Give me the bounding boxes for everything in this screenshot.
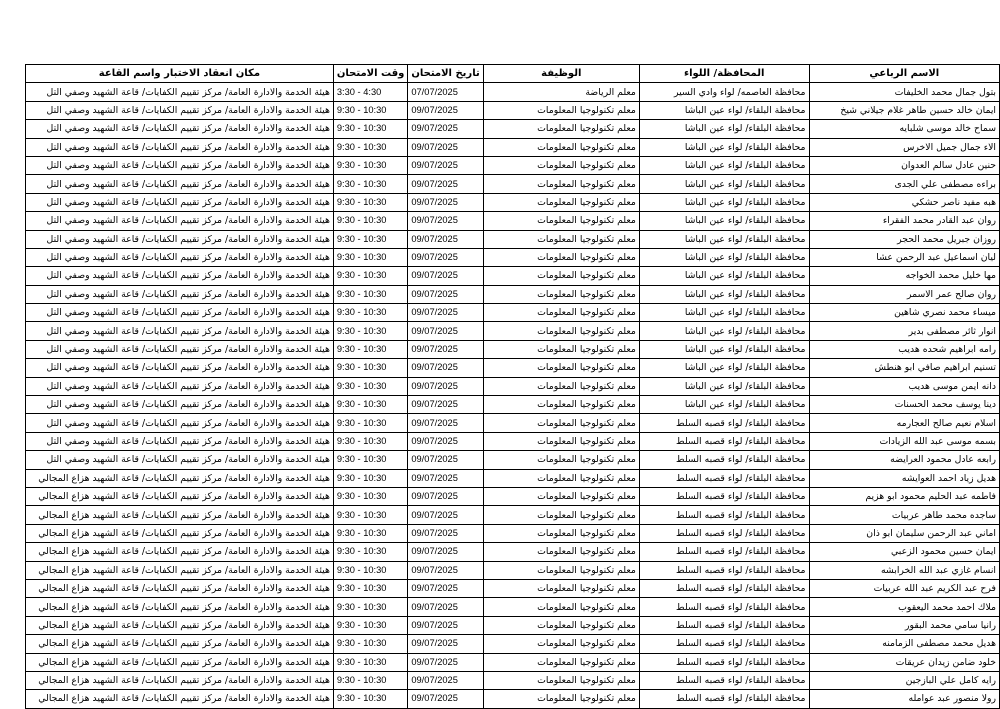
- cell-date: 09/07/2025: [408, 543, 483, 561]
- table-row: [26, 451, 1000, 469]
- cell-venue: هيئة الخدمة والادارة العامة/ مركز تقييم الكفايات/ قاعة الشهيد هزاع المجالي: [26, 524, 334, 542]
- cell-governorate: محافظة البلقاء/ لواء قصبه السلط: [639, 671, 809, 689]
- cell-venue: هيئة الخدمة والادارة العامة/ مركز تقييم الكفايات/ قاعة الشهيد هزاع المجالي: [26, 690, 334, 708]
- table-row: [26, 156, 1000, 174]
- cell-name: فرح عبد الكريم عبد الله عربيات: [809, 579, 999, 597]
- table-row: [26, 524, 1000, 542]
- cell-job: معلم تكنولوجيا المعلومات: [483, 451, 639, 469]
- cell-name: هديل محمد مصطفى الزمامنه: [809, 635, 999, 653]
- cell-job: معلم تكنولوجيا المعلومات: [483, 193, 639, 211]
- cell-date: 09/07/2025: [408, 193, 483, 211]
- cell-name: حنين عادل سالم العدوان: [809, 156, 999, 174]
- cell-governorate: محافظة البلقاء/ لواء عين الباشا: [639, 322, 809, 340]
- table-row: [26, 304, 1000, 322]
- cell-job: معلم تكنولوجيا المعلومات: [483, 248, 639, 266]
- cell-governorate: محافظة العاصمه/ لواء وادي السير: [639, 83, 809, 101]
- table-row: [26, 414, 1000, 432]
- cell-time: 9:30 - 10:30: [333, 579, 407, 597]
- cell-job: معلم تكنولوجيا المعلومات: [483, 432, 639, 450]
- cell-job: معلم تكنولوجيا المعلومات: [483, 340, 639, 358]
- cell-job: معلم تكنولوجيا المعلومات: [483, 120, 639, 138]
- cell-time: 9:30 - 10:30: [333, 193, 407, 211]
- cell-venue: هيئة الخدمة والادارة العامة/ مركز تقييم الكفايات/ قاعة الشهيد هزاع المجالي: [26, 616, 334, 634]
- cell-governorate: محافظة البلقاء/ لواء قصبه السلط: [639, 414, 809, 432]
- cell-time: 9:30 - 10:30: [333, 671, 407, 689]
- cell-time: 9:30 - 10:30: [333, 543, 407, 561]
- header-name: الاسم الرباعي: [809, 65, 999, 83]
- cell-time: 9:30 - 10:30: [333, 248, 407, 266]
- cell-date: 09/07/2025: [408, 322, 483, 340]
- cell-venue: هيئة الخدمة والادارة العامة/ مركز تقييم الكفايات/ قاعة الشهيد وصفي التل: [26, 101, 334, 119]
- cell-time: 9:30 - 10:30: [333, 156, 407, 174]
- cell-date: 09/07/2025: [408, 285, 483, 303]
- cell-name: دانه ايمن موسى هديب: [809, 377, 999, 395]
- cell-job: معلم تكنولوجيا المعلومات: [483, 230, 639, 248]
- cell-time: 9:30 - 10:30: [333, 138, 407, 156]
- cell-date: 09/07/2025: [408, 635, 483, 653]
- cell-venue: هيئة الخدمة والادارة العامة/ مركز تقييم الكفايات/ قاعة الشهيد وصفي التل: [26, 285, 334, 303]
- cell-venue: هيئة الخدمة والادارة العامة/ مركز تقييم الكفايات/ قاعة الشهيد وصفي التل: [26, 340, 334, 358]
- cell-name: رولا منصور عبد عوامله: [809, 690, 999, 708]
- table-row: [26, 138, 1000, 156]
- cell-governorate: محافظة البلقاء/ لواء قصبه السلط: [639, 487, 809, 505]
- cell-time: 3:30 - 4:30: [333, 83, 407, 101]
- table-row: [26, 653, 1000, 671]
- cell-job: معلم تكنولوجيا المعلومات: [483, 304, 639, 322]
- cell-venue: هيئة الخدمة والادارة العامة/ مركز تقييم الكفايات/ قاعة الشهيد وصفي التل: [26, 414, 334, 432]
- exam-schedule-table: [25, 64, 1000, 709]
- cell-venue: هيئة الخدمة والادارة العامة/ مركز تقييم الكفايات/ قاعة الشهيد وصفي التل: [26, 212, 334, 230]
- cell-time: 9:30 - 10:30: [333, 322, 407, 340]
- cell-venue: هيئة الخدمة والادارة العامة/ مركز تقييم الكفايات/ قاعة الشهيد وصفي التل: [26, 432, 334, 450]
- cell-name: تسنيم ابراهيم صافي ابو هنطش: [809, 359, 999, 377]
- cell-date: 09/07/2025: [408, 101, 483, 119]
- cell-venue: هيئة الخدمة والادارة العامة/ مركز تقييم الكفايات/ قاعة الشهيد هزاع المجالي: [26, 635, 334, 653]
- cell-time: 9:30 - 10:30: [333, 598, 407, 616]
- cell-venue: هيئة الخدمة والادارة العامة/ مركز تقييم الكفايات/ قاعة الشهيد وصفي التل: [26, 396, 334, 414]
- cell-job: معلم تكنولوجيا المعلومات: [483, 671, 639, 689]
- cell-name: اسلام نعيم صالح العجارمه: [809, 414, 999, 432]
- cell-time: 9:30 - 10:30: [333, 120, 407, 138]
- cell-venue: هيئة الخدمة والادارة العامة/ مركز تقييم الكفايات/ قاعة الشهيد وصفي التل: [26, 83, 334, 101]
- cell-venue: هيئة الخدمة والادارة العامة/ مركز تقييم الكفايات/ قاعة الشهيد وصفي التل: [26, 322, 334, 340]
- cell-name: بتول جمال محمد الخليفات: [809, 83, 999, 101]
- cell-name: ايمان حسين محمود الزعبي: [809, 543, 999, 561]
- cell-governorate: محافظة البلقاء/ لواء قصبه السلط: [639, 635, 809, 653]
- cell-time: 9:30 - 10:30: [333, 212, 407, 230]
- cell-name: مها خليل محمد الخواجه: [809, 267, 999, 285]
- cell-venue: هيئة الخدمة والادارة العامة/ مركز تقييم الكفايات/ قاعة الشهيد وصفي التل: [26, 230, 334, 248]
- cell-job: معلم تكنولوجيا المعلومات: [483, 598, 639, 616]
- cell-time: 9:30 - 10:30: [333, 432, 407, 450]
- cell-time: 9:30 - 10:30: [333, 175, 407, 193]
- cell-job: معلم تكنولوجيا المعلومات: [483, 377, 639, 395]
- cell-name: بسمه موسى عبد الله الزيادات: [809, 432, 999, 450]
- cell-time: 9:30 - 10:30: [333, 359, 407, 377]
- table-row: [26, 322, 1000, 340]
- cell-venue: هيئة الخدمة والادارة العامة/ مركز تقييم الكفايات/ قاعة الشهيد هزاع المجالي: [26, 598, 334, 616]
- table-row: [26, 340, 1000, 358]
- cell-name: روان صالح عمر الاسمر: [809, 285, 999, 303]
- cell-name: انسام غازي عبد الله الخرابشه: [809, 561, 999, 579]
- cell-governorate: محافظة البلقاء/ لواء قصبه السلط: [639, 432, 809, 450]
- cell-date: 09/07/2025: [408, 396, 483, 414]
- cell-time: 9:30 - 10:30: [333, 267, 407, 285]
- cell-venue: هيئة الخدمة والادارة العامة/ مركز تقييم الكفايات/ قاعة الشهيد هزاع المجالي: [26, 543, 334, 561]
- cell-date: 09/07/2025: [408, 120, 483, 138]
- table-row: [26, 248, 1000, 266]
- cell-time: 9:30 - 10:30: [333, 616, 407, 634]
- cell-name: رايه كامل علي البازجين: [809, 671, 999, 689]
- cell-date: 09/07/2025: [408, 175, 483, 193]
- cell-name: هديل زياد احمد العوايشه: [809, 469, 999, 487]
- cell-governorate: محافظة البلقاء/ لواء قصبه السلط: [639, 469, 809, 487]
- cell-name: براءه مصطفى علي الجدى: [809, 175, 999, 193]
- cell-date: 09/07/2025: [408, 359, 483, 377]
- table-row: [26, 120, 1000, 138]
- table-row: [26, 83, 1000, 101]
- cell-name: ساجده محمد طاهر عربيات: [809, 506, 999, 524]
- cell-venue: هيئة الخدمة والادارة العامة/ مركز تقييم الكفايات/ قاعة الشهيد وصفي التل: [26, 451, 334, 469]
- cell-time: 9:30 - 10:30: [333, 451, 407, 469]
- table-row: [26, 212, 1000, 230]
- table-row: [26, 267, 1000, 285]
- cell-job: معلم تكنولوجيا المعلومات: [483, 285, 639, 303]
- cell-governorate: محافظة البلقاء/ لواء عين الباشا: [639, 138, 809, 156]
- cell-venue: هيئة الخدمة والادارة العامة/ مركز تقييم الكفايات/ قاعة الشهيد وصفي التل: [26, 359, 334, 377]
- cell-date: 09/07/2025: [408, 598, 483, 616]
- cell-governorate: محافظة البلقاء/ لواء قصبه السلط: [639, 561, 809, 579]
- cell-venue: هيئة الخدمة والادارة العامة/ مركز تقييم الكفايات/ قاعة الشهيد وصفي التل: [26, 156, 334, 174]
- cell-venue: هيئة الخدمة والادارة العامة/ مركز تقييم الكفايات/ قاعة الشهيد هزاع المجالي: [26, 469, 334, 487]
- cell-time: 9:30 - 10:30: [333, 524, 407, 542]
- cell-name: ميساء محمد نصري شاهين: [809, 304, 999, 322]
- cell-governorate: محافظة البلقاء/ لواء قصبه السلط: [639, 579, 809, 597]
- cell-governorate: محافظة البلقاء/ لواء عين الباشا: [639, 396, 809, 414]
- table-row: [26, 690, 1000, 708]
- table-body: [26, 83, 1000, 708]
- cell-date: 09/07/2025: [408, 469, 483, 487]
- cell-name: ليان اسماعيل عبد الرحمن عشا: [809, 248, 999, 266]
- cell-governorate: محافظة البلقاء/ لواء عين الباشا: [639, 304, 809, 322]
- header-governorate: المحافظة/ اللواء: [639, 65, 809, 83]
- cell-venue: هيئة الخدمة والادارة العامة/ مركز تقييم الكفايات/ قاعة الشهيد وصفي التل: [26, 193, 334, 211]
- cell-date: 09/07/2025: [408, 414, 483, 432]
- cell-date: 09/07/2025: [408, 524, 483, 542]
- cell-date: 07/07/2025: [408, 83, 483, 101]
- cell-venue: هيئة الخدمة والادارة العامة/ مركز تقييم الكفايات/ قاعة الشهيد وصفي التل: [26, 248, 334, 266]
- cell-job: معلم تكنولوجيا المعلومات: [483, 175, 639, 193]
- cell-job: معلم تكنولوجيا المعلومات: [483, 524, 639, 542]
- cell-job: معلم تكنولوجيا المعلومات: [483, 322, 639, 340]
- cell-job: معلم تكنولوجيا المعلومات: [483, 616, 639, 634]
- table-row: [26, 396, 1000, 414]
- cell-date: 09/07/2025: [408, 561, 483, 579]
- cell-name: روزان جبريل محمد الحجر: [809, 230, 999, 248]
- cell-date: 09/07/2025: [408, 377, 483, 395]
- cell-governorate: محافظة البلقاء/ لواء قصبه السلط: [639, 616, 809, 634]
- table-row: [26, 101, 1000, 119]
- cell-name: روان عبد القادر محمد الفقراء: [809, 212, 999, 230]
- cell-job: معلم تكنولوجيا المعلومات: [483, 635, 639, 653]
- cell-job: معلم تكنولوجيا المعلومات: [483, 579, 639, 597]
- cell-job: معلم تكنولوجيا المعلومات: [483, 396, 639, 414]
- header-job: الوظيفة: [483, 65, 639, 83]
- cell-governorate: محافظة البلقاء/ لواء قصبه السلط: [639, 451, 809, 469]
- cell-name: فاطمه عبد الحليم محمود ابو هزيم: [809, 487, 999, 505]
- cell-time: 9:30 - 10:30: [333, 635, 407, 653]
- cell-venue: هيئة الخدمة والادارة العامة/ مركز تقييم الكفايات/ قاعة الشهيد هزاع المجالي: [26, 487, 334, 505]
- cell-governorate: محافظة البلقاء/ لواء عين الباشا: [639, 101, 809, 119]
- cell-date: 09/07/2025: [408, 212, 483, 230]
- cell-date: 09/07/2025: [408, 451, 483, 469]
- cell-name: رابعه عادل محمود العرايضه: [809, 451, 999, 469]
- cell-venue: هيئة الخدمة والادارة العامة/ مركز تقييم الكفايات/ قاعة الشهيد وصفي التل: [26, 304, 334, 322]
- cell-time: 9:30 - 10:30: [333, 690, 407, 708]
- cell-venue: هيئة الخدمة والادارة العامة/ مركز تقييم الكفايات/ قاعة الشهيد هزاع المجالي: [26, 561, 334, 579]
- cell-job: معلم تكنولوجيا المعلومات: [483, 359, 639, 377]
- cell-date: 09/07/2025: [408, 579, 483, 597]
- cell-governorate: محافظة البلقاء/ لواء عين الباشا: [639, 248, 809, 266]
- header-venue: مكان انعقاد الاختبار واسم القاعة: [26, 65, 334, 83]
- cell-time: 9:30 - 10:30: [333, 396, 407, 414]
- cell-governorate: محافظة البلقاء/ لواء عين الباشا: [639, 193, 809, 211]
- cell-date: 09/07/2025: [408, 432, 483, 450]
- table-row: [26, 506, 1000, 524]
- cell-governorate: محافظة البلقاء/ لواء قصبه السلط: [639, 653, 809, 671]
- cell-name: انوار ثائر مصطفى بدير: [809, 322, 999, 340]
- cell-name: الاء جمال جميل الاخرس: [809, 138, 999, 156]
- header-date: تاريخ الامتحان: [408, 65, 483, 83]
- cell-date: 09/07/2025: [408, 230, 483, 248]
- cell-name: سماح خالد موسى شلبايه: [809, 120, 999, 138]
- cell-job: معلم تكنولوجيا المعلومات: [483, 690, 639, 708]
- cell-date: 09/07/2025: [408, 671, 483, 689]
- cell-date: 09/07/2025: [408, 248, 483, 266]
- cell-venue: هيئة الخدمة والادارة العامة/ مركز تقييم الكفايات/ قاعة الشهيد وصفي التل: [26, 120, 334, 138]
- cell-time: 9:30 - 10:30: [333, 101, 407, 119]
- cell-job: معلم تكنولوجيا المعلومات: [483, 506, 639, 524]
- cell-governorate: محافظة البلقاء/ لواء عين الباشا: [639, 285, 809, 303]
- cell-governorate: محافظة البلقاء/ لواء عين الباشا: [639, 212, 809, 230]
- cell-name: اماني عبد الرحمن سليمان ابو ذان: [809, 524, 999, 542]
- cell-time: 9:30 - 10:30: [333, 469, 407, 487]
- cell-name: ملاك احمد محمد اليعقوب: [809, 598, 999, 616]
- table-row: [26, 469, 1000, 487]
- table-row: [26, 671, 1000, 689]
- cell-date: 09/07/2025: [408, 653, 483, 671]
- cell-date: 09/07/2025: [408, 506, 483, 524]
- table-row: [26, 230, 1000, 248]
- table-row: [26, 285, 1000, 303]
- table-row: [26, 175, 1000, 193]
- table-row: [26, 432, 1000, 450]
- cell-job: معلم تكنولوجيا المعلومات: [483, 469, 639, 487]
- cell-job: معلم تكنولوجيا المعلومات: [483, 414, 639, 432]
- cell-job: معلم تكنولوجيا المعلومات: [483, 212, 639, 230]
- cell-time: 9:30 - 10:30: [333, 377, 407, 395]
- table-row: [26, 543, 1000, 561]
- cell-governorate: محافظة البلقاء/ لواء قصبه السلط: [639, 598, 809, 616]
- cell-job: معلم تكنولوجيا المعلومات: [483, 138, 639, 156]
- cell-governorate: محافظة البلقاء/ لواء عين الباشا: [639, 156, 809, 174]
- cell-date: 09/07/2025: [408, 340, 483, 358]
- table-row: [26, 193, 1000, 211]
- cell-job: معلم تكنولوجيا المعلومات: [483, 653, 639, 671]
- cell-job: معلم تكنولوجيا المعلومات: [483, 267, 639, 285]
- cell-date: 09/07/2025: [408, 690, 483, 708]
- table-row: [26, 377, 1000, 395]
- cell-name: هبه مفيد ناصر حشكي: [809, 193, 999, 211]
- cell-venue: هيئة الخدمة والادارة العامة/ مركز تقييم الكفايات/ قاعة الشهيد هزاع المجالي: [26, 653, 334, 671]
- cell-job: معلم الرياضة: [483, 83, 639, 101]
- cell-name: رانيا سامي محمد البقور: [809, 616, 999, 634]
- cell-job: معلم تكنولوجيا المعلومات: [483, 156, 639, 174]
- cell-venue: هيئة الخدمة والادارة العامة/ مركز تقييم الكفايات/ قاعة الشهيد وصفي التل: [26, 267, 334, 285]
- cell-time: 9:30 - 10:30: [333, 304, 407, 322]
- cell-governorate: محافظة البلقاء/ لواء قصبه السلط: [639, 506, 809, 524]
- cell-governorate: محافظة البلقاء/ لواء عين الباشا: [639, 120, 809, 138]
- table-row: [26, 598, 1000, 616]
- cell-governorate: محافظة البلقاء/ لواء عين الباشا: [639, 267, 809, 285]
- table-row: [26, 635, 1000, 653]
- header-time: وقت الامتحان: [333, 65, 407, 83]
- cell-job: معلم تكنولوجيا المعلومات: [483, 543, 639, 561]
- cell-time: 9:30 - 10:30: [333, 340, 407, 358]
- cell-time: 9:30 - 10:30: [333, 414, 407, 432]
- cell-venue: هيئة الخدمة والادارة العامة/ مركز تقييم الكفايات/ قاعة الشهيد هزاع المجالي: [26, 671, 334, 689]
- table-row: [26, 359, 1000, 377]
- table-row: [26, 579, 1000, 597]
- cell-venue: هيئة الخدمة والادارة العامة/ مركز تقييم الكفايات/ قاعة الشهيد وصفي التل: [26, 377, 334, 395]
- table-header: [26, 65, 1000, 83]
- cell-venue: هيئة الخدمة والادارة العامة/ مركز تقييم الكفايات/ قاعة الشهيد وصفي التل: [26, 175, 334, 193]
- cell-date: 09/07/2025: [408, 487, 483, 505]
- cell-name: خلود ضامن زيدان عريقات: [809, 653, 999, 671]
- cell-governorate: محافظة البلقاء/ لواء عين الباشا: [639, 175, 809, 193]
- cell-date: 09/07/2025: [408, 156, 483, 174]
- cell-date: 09/07/2025: [408, 267, 483, 285]
- cell-governorate: محافظة البلقاء/ لواء قصبه السلط: [639, 690, 809, 708]
- cell-name: ايمان خالد حسين طاهر غلام جيلاني شيخ: [809, 101, 999, 119]
- cell-governorate: محافظة البلقاء/ لواء قصبه السلط: [639, 543, 809, 561]
- header-row: [26, 65, 1000, 83]
- cell-name: دينا يوسف محمد الحسنات: [809, 396, 999, 414]
- cell-governorate: محافظة البلقاء/ لواء عين الباشا: [639, 230, 809, 248]
- cell-date: 09/07/2025: [408, 138, 483, 156]
- cell-name: رامه ابراهيم شحده هديب: [809, 340, 999, 358]
- cell-governorate: محافظة البلقاء/ لواء عين الباشا: [639, 359, 809, 377]
- table-row: [26, 616, 1000, 634]
- cell-date: 09/07/2025: [408, 304, 483, 322]
- cell-time: 9:30 - 10:30: [333, 487, 407, 505]
- cell-time: 9:30 - 10:30: [333, 230, 407, 248]
- cell-job: معلم تكنولوجيا المعلومات: [483, 487, 639, 505]
- cell-governorate: محافظة البلقاء/ لواء قصبه السلط: [639, 524, 809, 542]
- cell-time: 9:30 - 10:30: [333, 285, 407, 303]
- cell-time: 9:30 - 10:30: [333, 506, 407, 524]
- cell-time: 9:30 - 10:30: [333, 561, 407, 579]
- cell-venue: هيئة الخدمة والادارة العامة/ مركز تقييم الكفايات/ قاعة الشهيد هزاع المجالي: [26, 579, 334, 597]
- cell-venue: هيئة الخدمة والادارة العامة/ مركز تقييم الكفايات/ قاعة الشهيد وصفي التل: [26, 138, 334, 156]
- cell-venue: هيئة الخدمة والادارة العامة/ مركز تقييم الكفايات/ قاعة الشهيد هزاع المجالي: [26, 506, 334, 524]
- cell-date: 09/07/2025: [408, 616, 483, 634]
- cell-governorate: محافظة البلقاء/ لواء عين الباشا: [639, 340, 809, 358]
- cell-time: 9:30 - 10:30: [333, 653, 407, 671]
- table-row: [26, 487, 1000, 505]
- cell-governorate: محافظة البلقاء/ لواء عين الباشا: [639, 377, 809, 395]
- table-row: [26, 561, 1000, 579]
- cell-job: معلم تكنولوجيا المعلومات: [483, 561, 639, 579]
- cell-job: معلم تكنولوجيا المعلومات: [483, 101, 639, 119]
